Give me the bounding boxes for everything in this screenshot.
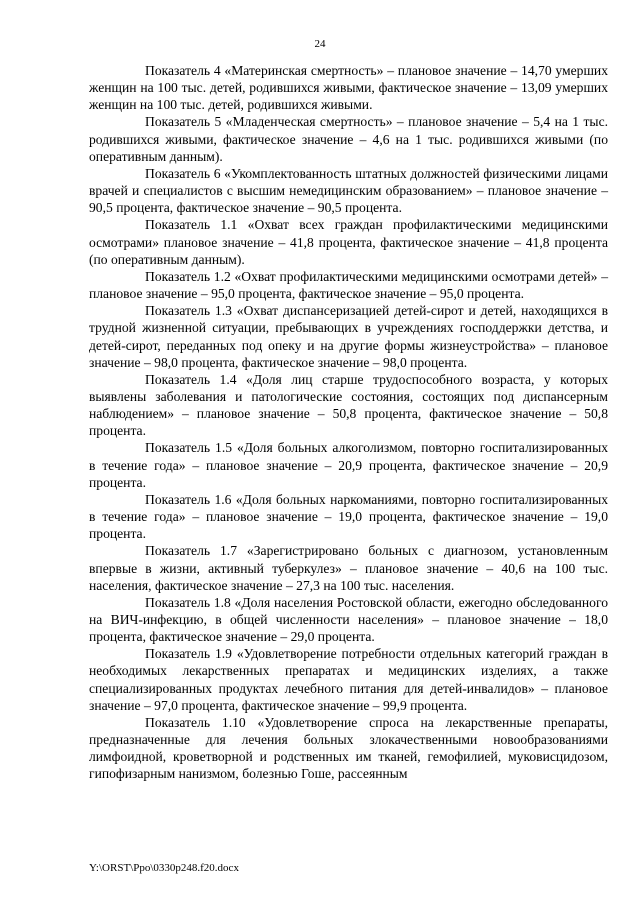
footer-file-path: Y:\ORST\Ppo\0330p248.f20.docx bbox=[89, 862, 239, 874]
paragraph-indicator-4: Показатель 4 «Материнская смертность» – плановое значение – 14,70 умерших женщин на 100 тыс. детей, родившихся живыми, фактическое значение – 13,09 умерших женщин на 100 тыс. детей, родившихся живыми. bbox=[89, 63, 608, 113]
paragraph-indicator-1-7: Показатель 1.7 «Зарегистрировано больных с диагнозом, установленным впервые в жизни, активный туберкулез» – плановое значение – 40,6 на 100 тыс. населения, фактическое значение – 27,3 на 100 тыс. населения. bbox=[89, 543, 608, 593]
paragraph-indicator-1-1: Показатель 1.1 «Охват всех граждан профилактическими медицинскими осмотрами» плановое значение – 41,8 процента, фактическое значение – 41,8 процента (по оперативным данным). bbox=[89, 217, 608, 267]
paragraph-indicator-1-2: Показатель 1.2 «Охват профилактическими медицинскими осмотрами детей» – плановое значение – 95,0 процента, фактическое значение – 95,0 процента. bbox=[89, 268, 608, 302]
document-body bbox=[89, 62, 608, 783]
paragraph-indicator-1-5: Показатель 1.5 «Доля больных алкоголизмом, повторно госпитализированных в течение года» – плановое значение – 20,9 процента, фактическое значение – 20,9 процента. bbox=[89, 440, 608, 490]
paragraph-indicator-5: Показатель 5 «Младенческая смертность» – плановое значение – 5,4 на 1 тыс. родившихся живыми, фактическое значение – 4,6 на 1 тыс. родившихся живыми (по оперативным данным). bbox=[89, 114, 608, 164]
paragraph-indicator-1-9: Показатель 1.9 «Удовлетворение потребности отдельных категорий граждан в необходимых лекарственных препаратах и медицинских изделиях, а также специализированных продуктах лечебного питания для детей-инвалидов» – плановое значение – 97,0 процента, фактическое значение – 99,9 процента. bbox=[89, 646, 608, 713]
paragraph-indicator-1-10: Показатель 1.10 «Удовлетворение спроса на лекарственные препараты, предназначенные для лечения больных злокачественными новообразованиями лимфоидной, кроветворной и родственных им тканей, гемофилией, муковисцидозом, гипофизарным нанизмом, болезнью Гоше, рассеянным bbox=[89, 714, 608, 782]
paragraph-indicator-1-3: Показатель 1.3 «Охват диспансеризацией детей-сирот и детей, находящихся в трудной жизненной ситуации, пребывающих в учреждениях господдержки детства, и детей-сирот, переданных под опеку и на другие формы жизнеустройства» – плановое значение – 98,0 процента, фактическое значение – 98,0 процента. bbox=[89, 303, 608, 370]
paragraph-indicator-6: Показатель 6 «Укомплектованность штатных должностей физическими лицами врачей и специалистов с высшим немедицинским образованием» – плановое значение – 90,5 процента, фактическое значение – 90,5 процента. bbox=[89, 165, 608, 216]
paragraph-indicator-1-6: Показатель 1.6 «Доля больных наркоманиями, повторно госпитализированных в течение года» – плановое значение – 19,0 процента, фактическое значение – 19,0 процента. bbox=[89, 491, 608, 542]
paragraph-indicator-1-8: Показатель 1.8 «Доля населения Ростовской области, ежегодно обследованного на ВИЧ-инфекцию, в общей численности населения» – плановое значение – 18,0 процента, фактическое значение – 29,0 процента. bbox=[89, 594, 608, 645]
page-number: 24 bbox=[314, 38, 326, 50]
paragraph-indicator-1-4: Показатель 1.4 «Доля лиц старше трудоспособного возраста, у которых выявлены заболевания и патологические состояния, состоящих под диспансерным наблюдением» – плановое значение – 50,8 процента, фактическое значение – 50,8 процента. bbox=[89, 371, 608, 439]
